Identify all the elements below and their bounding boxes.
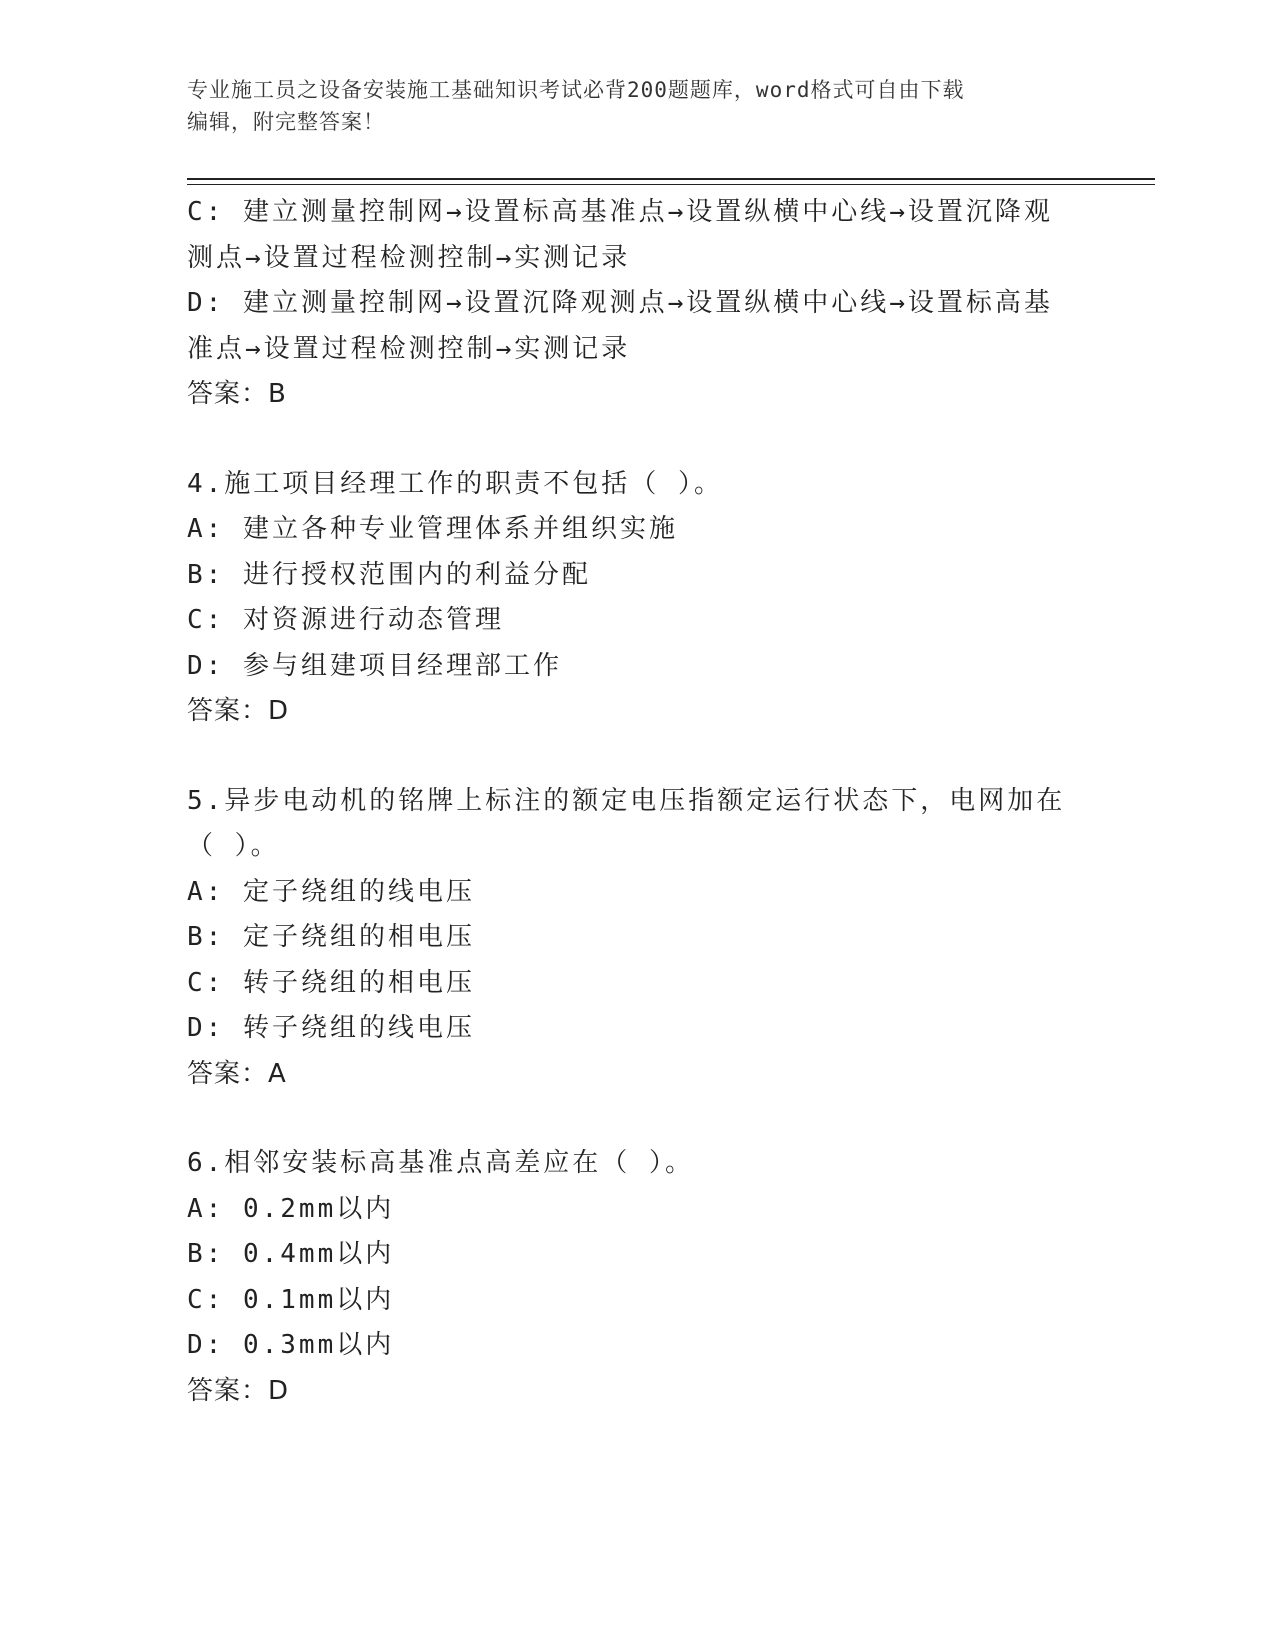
q4-option-c: C: 对资源进行动态管理 bbox=[187, 605, 504, 635]
q6-option-c: C: 0.1mm以内 bbox=[187, 1284, 395, 1315]
q4-option-d: D: 参与组建项目经理部工作 bbox=[187, 650, 562, 681]
question-list bbox=[187, 190, 1147, 1414]
question-5-block bbox=[187, 779, 1147, 1098]
q3-option-d-line-2: 准点→设置过程检测控制→实测记录 bbox=[187, 333, 631, 364]
question-6-block bbox=[187, 1141, 1147, 1414]
header-title-line-1: 专业施工员之设备安装施工基础知识考试必背200题题库，word格式可自由下载 bbox=[187, 78, 965, 102]
q4-answer: 答案：D bbox=[187, 696, 290, 726]
q3-option-c-line-1: C: 建立测量控制网→设置标高基准点→设置纵横中心线→设置沉降观 bbox=[187, 197, 1053, 227]
q6-question: 6.相邻安装标高基准点高差应在（ ）。 bbox=[187, 1148, 694, 1178]
question-3-block bbox=[187, 190, 1147, 418]
q3-option-d-line-1: D: 建立测量控制网→设置沉降观测点→设置纵横中心线→设置标高基 bbox=[187, 288, 1053, 318]
spacer bbox=[187, 1097, 1147, 1141]
q5-answer: 答案：A bbox=[187, 1058, 287, 1089]
question-4-block bbox=[187, 462, 1147, 735]
header-divider-thin bbox=[187, 184, 1155, 185]
q5-option-b: B: 定子绕组的相电压 bbox=[187, 922, 475, 952]
q6-option-a: A: 0.2mm以内 bbox=[187, 1193, 395, 1224]
q6-option-b: B: 0.4mm以内 bbox=[187, 1239, 395, 1269]
q5-question-line-1: 5.异步电动机的铭牌上标注的额定电压指额定运行状态下，电网加在 bbox=[187, 785, 1066, 816]
spacer bbox=[187, 735, 1147, 779]
q4-question: 4.施工项目经理工作的职责不包括（ ）。 bbox=[187, 468, 723, 499]
header-divider-thick bbox=[187, 178, 1155, 180]
q5-option-d: D: 转子绕组的线电压 bbox=[187, 1013, 475, 1043]
q3-option-c-line-2: 测点→设置过程检测控制→实测记录 bbox=[187, 242, 631, 273]
header-title-line-2: 编辑，附完整答案！ bbox=[187, 110, 385, 134]
q5-option-a: A: 定子绕组的线电压 bbox=[187, 876, 475, 907]
spacer bbox=[187, 418, 1147, 462]
q5-question-line-2: （ ）。 bbox=[187, 831, 280, 861]
q3-answer: 答案：B bbox=[187, 379, 287, 409]
document-header bbox=[187, 74, 1087, 138]
q6-answer: 答案：D bbox=[187, 1375, 290, 1406]
q5-option-c: C: 转子绕组的相电压 bbox=[187, 967, 475, 998]
q4-option-a: A: 建立各种专业管理体系并组织实施 bbox=[187, 514, 678, 544]
q6-option-d: D: 0.3mm以内 bbox=[187, 1330, 395, 1360]
q4-option-b: B: 进行授权范围内的利益分配 bbox=[187, 559, 591, 590]
